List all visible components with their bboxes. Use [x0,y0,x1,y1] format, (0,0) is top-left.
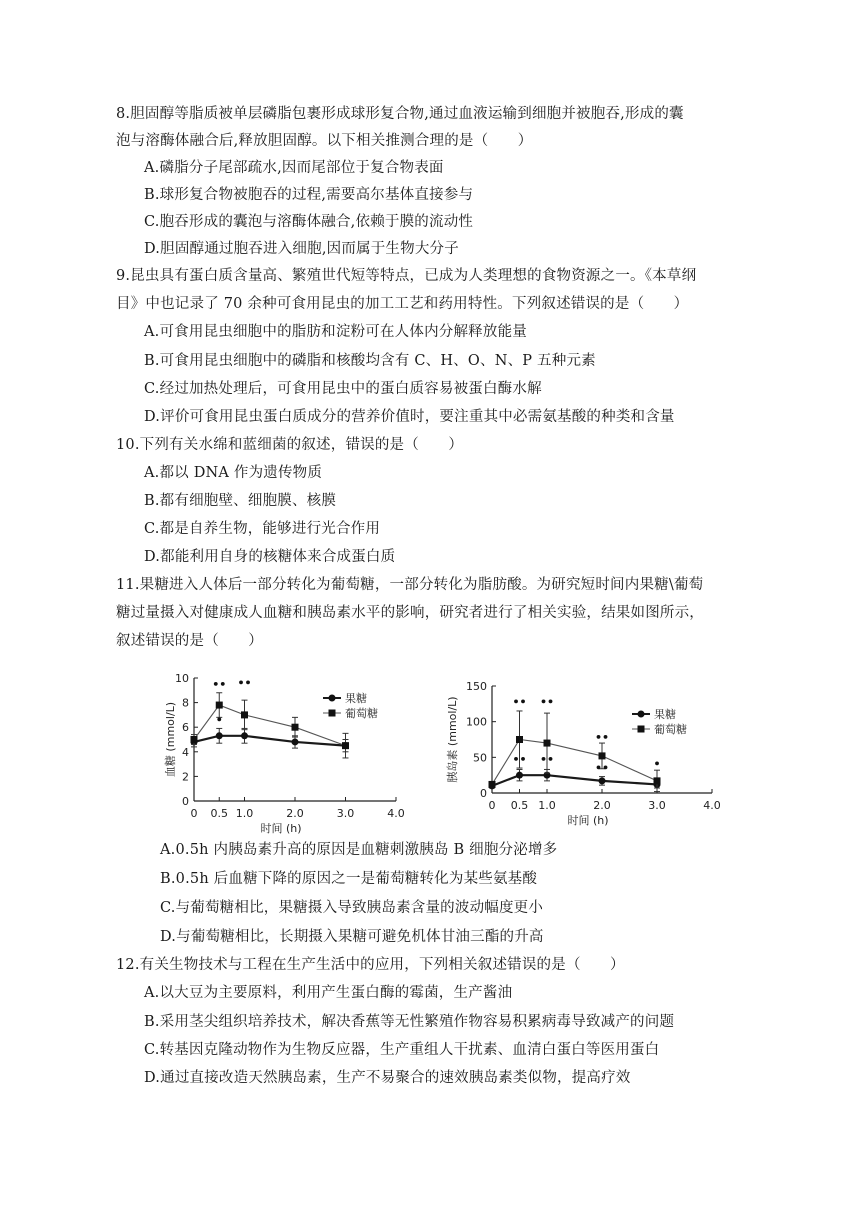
q9-option-a: A.可食用昆虫细胞中的脂肪和淀粉可在人体内分解释放能量 [144,324,527,340]
x-axis-label: 时间 (h) [567,814,609,827]
y-tick-label: 10 [175,672,189,685]
data-point-circle [292,738,299,745]
q12-stem-line1: 12.有关生物技术与工程在生产生活中的应用，下列相关叙述错误的是（ ） [116,957,625,973]
data-point-square [544,740,551,747]
x-axis-label: 时间 (h) [260,822,302,835]
y-axis-label: 胰岛素 (mmol/L) [446,696,459,783]
q8-stem-line1: 8.胆固醇等脂质被单层磷脂包裹形成球形复合物,通过血液运输到细胞并被胞吞,形成的囊 [116,106,684,122]
q12-option-c: C.转基因克隆动物作为生物反应器，生产重组人干扰素、血清白蛋白等医用蛋白 [144,1042,660,1058]
q9-stem-line2: 目》中也记录了 70 余种可食用昆虫的加工工艺和药用特性。下列叙述错误的是（ ） [116,296,689,312]
q11-option-a: A.0.5h 内胰岛素升高的原因是血糖刺激胰岛 B 细胞分泌增多 [160,842,558,858]
significance-mark: •• [237,676,252,690]
x-tick-label: 2.0 [593,799,611,812]
y-tick-label: 0 [480,787,487,800]
x-tick-label: 0 [488,799,496,812]
significance-mark: •• [539,753,555,767]
x-tick-label: 2.0 [286,807,304,820]
legend-marker-circle [329,695,336,702]
significance-mark: •• [539,695,555,709]
x-tick-label: 1.0 [538,799,556,812]
y-axis-label: 血糖 (mmol/L) [164,701,177,778]
data-point-square [216,702,223,709]
q11-option-d: D.与葡萄糖相比，长期摄入果糖可避免机体甘油三酯的升高 [160,929,544,945]
insulin-chart [444,668,719,830]
data-point-square [191,736,198,743]
y-tick-label: 150 [466,680,487,693]
y-tick-label: 100 [466,715,487,729]
legend-marker-circle [638,711,645,718]
legend-label: 果糖 [345,692,367,705]
significance-mark: •• [594,730,610,744]
q9-option-d: D.评价可食用昆虫蛋白质成分的营养价值时，要注重其中必需氨基酸的种类和含量 [144,409,675,425]
y-tick-label: 2 [182,770,189,784]
q8-option-b: B.球形复合物被胞吞的过程,需要高尔基体直接参与 [144,187,474,203]
q10-option-a: A.都以 DNA 作为遗传物质 [144,465,323,481]
legend-marker-square [329,710,336,717]
y-tick-label: 0 [182,795,189,808]
q12-option-a: A.以大豆为主要原料，利用产生蛋白酶的霉菌，生产酱油 [144,985,513,1001]
significance-mark: • [215,713,223,727]
y-tick-label: 6 [182,721,189,735]
q8-option-d: D.胆固醇通过胞吞进入细胞,因而属于生物大分子 [144,241,459,257]
q12-option-b: B.采用茎尖组织培养技术，解决香蕉等无性繁殖作物容易积累病毒导致减产的问题 [144,1014,675,1030]
x-tick-label: 3.0 [648,799,666,812]
data-point-square [516,736,523,743]
q8-option-a: A.磷脂分子尾部疏水,因而尾部位于复合物表面 [144,160,444,176]
q11-stem-line1: 11.果糖进入人体后一部分转化为葡萄糖，一部分转化为脂肪酸。为研究短时间内果糖\葡萄 [116,577,704,593]
x-tick-label: 0.5 [510,799,529,812]
blood-glucose-chart [164,668,408,835]
q11-option-b: B.0.5h 后血糖下降的原因之一是葡萄糖转化为某些氨基酸 [160,871,538,887]
x-tick-label: 3.0 [336,807,355,820]
y-tick-label: 4 [182,745,189,759]
q8-option-c: C.胞吞形成的囊泡与溶酶体融合,依赖于膜的流动性 [144,214,474,230]
data-point-square [241,711,248,718]
q8-stem-line2: 泡与溶酶体融合后,释放胆固醇。以下相关推测合理的是（ ） [116,133,533,149]
data-point-circle [216,732,223,739]
x-tick-label: 4.0 [387,807,405,820]
legend-marker-square [638,726,645,733]
q10-option-d: D.都能利用自身的核糖体来合成蛋白质 [144,549,396,565]
x-tick-label: 4.0 [703,799,721,812]
legend-label: 葡萄糖 [654,723,687,736]
data-point-square [489,781,496,788]
data-point-circle [599,777,606,784]
significance-mark: •• [594,761,610,775]
q12-option-d: D.通过直接改造天然胰岛素，生产不易聚合的速效胰岛素类似物，提高疗效 [144,1070,631,1086]
data-point-square [292,724,299,731]
legend-label: 果糖 [654,708,676,721]
q9-option-c: C.经过加热处理后，可食用昆虫中的蛋白质容易被蛋白酶水解 [144,381,542,397]
data-point-square [599,752,606,759]
x-tick-label: 0.5 [210,807,228,820]
q9-option-b: B.可食用昆虫细胞中的磷脂和核酸均含有 C、H、O、N、P 五种元素 [144,353,596,369]
y-tick-label: 50 [473,751,487,765]
significance-mark: •• [212,677,227,691]
q10-option-b: B.都有细胞壁、细胞膜、核膜 [144,493,337,509]
y-tick-label: 8 [182,696,189,710]
q11-stem-line2: 糖过量摄入对健康成人血糖和胰岛素水平的影响，研究者进行了相关实验，结果如图所示， [116,605,704,621]
data-point-square [342,742,349,749]
q11-stem-line3: 叙述错误的是（ ） [116,633,263,649]
q11-option-c: C.与葡萄糖相比，果糖摄入导致胰岛素含量的波动幅度更小 [160,900,544,916]
data-point-circle [516,772,523,779]
x-tick-label: 1.0 [235,807,254,820]
significance-mark: • [653,757,661,771]
q9-stem-line1: 9.昆虫具有蛋白质含量高、繁殖世代短等特点，已成为人类理想的食物资源之一。《本草纲 [116,268,697,284]
x-tick-label: 0 [190,807,198,820]
data-point-square [654,777,661,784]
q10-option-c: C.都是自养生物，能够进行光合作用 [144,521,381,537]
significance-mark: •• [512,695,527,709]
significance-mark: •• [512,753,527,767]
data-point-circle [241,732,248,739]
q10-stem-line1: 10.下列有关水绵和蓝细菌的叙述，错误的是（ ） [116,437,464,453]
legend-label: 葡萄糖 [345,707,378,720]
